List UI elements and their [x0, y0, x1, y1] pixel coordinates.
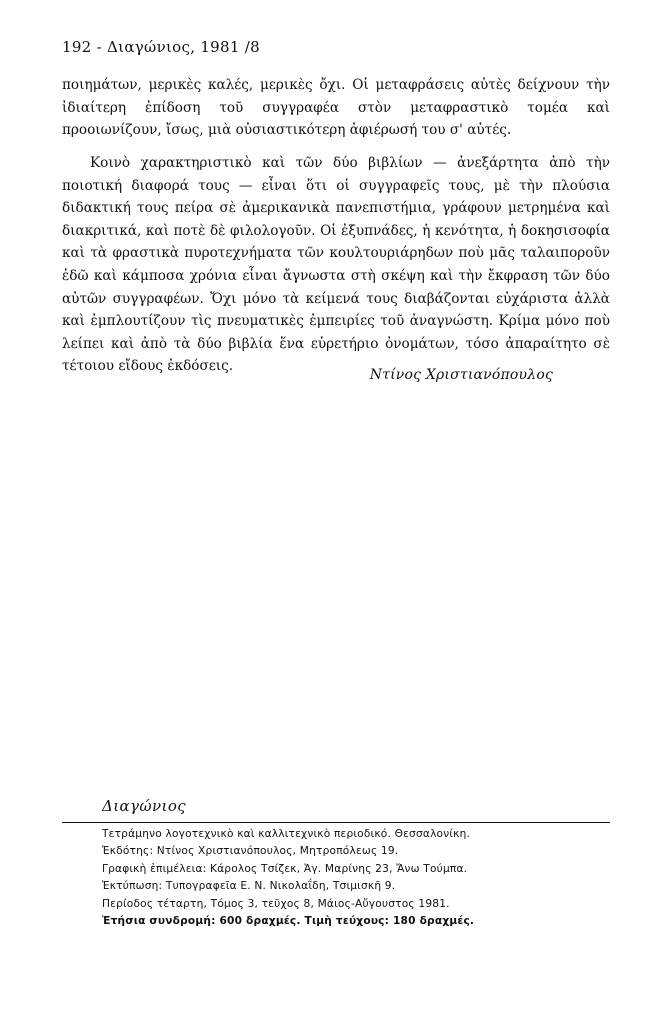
colophon	[102, 826, 582, 930]
paragraph-continuation: ποιημάτων, μερικὲς καλές, μερικὲς ὄχι. Οἱ μεταφράσεις αὐτὲς δείχνουν τὴν ἰδιαίτερη ἐπίδοση τοῦ συγγραφέα στὸν μεταφραστικὸ τομέα καὶ προοιωνίζουν, ἴσως, μιὰ οὐσιαστικότερη ἀφιέρωσή του σ' αὐτές.	[62, 77, 610, 139]
colophon-line-printing: Ἐκτύπωση: Τυπογραφεῖα Ε. Ν. Νικολαΐδη, Τσιμισκῆ 9.	[102, 880, 396, 893]
colophon-line-issue: Περίοδος τέταρτη, Τόμος 3, τεῦχος 8, Μάιος-Αὔγουστος 1981.	[102, 897, 450, 910]
paragraph-main: Κοινὸ χαρακτηριστικὸ καὶ τῶν δύο βιβλίων — ἀνεξάρτητα ἀπὸ τὴν ποιοτική διαφορά τους — εἶναι ὅτι οἱ συγγραφεῖς τους, μὲ τὴν πλούσια διδακτική τους πείρα σὲ ἀμερικανικὰ πανεπιστήμια, γράφουν μετρημένα καὶ διακριτικά, καὶ ποτὲ δὲ φιλολογοῦν. Οἱ ἐξυπνάδες, ἡ κενότητα, ἡ δοκησισοφία καὶ τὰ φραστικὰ πυροτεχνήματα τῶν κουλτουριάρηδων ποὺ μᾶς ταλαιποροῦν ἐδῶ καὶ κάμποσα χρόνια εἶναι ἄγνωστα στὴ σκέψη καὶ τὴν ἔκφραση τῶν δύο αὐτῶν συγγραφέων. Ὄχι μόνο τὰ κείμενά τους διαβάζονται εὐχάριστα ἀλλὰ καὶ ἐμπλουτίζουν τὶς πνευματικὲς ἐμπειρίες τοῦ ἀναγνώστη. Κρίμα μόνο ποὺ λείπει καὶ ἀπὸ τὰ δύο βιβλία ἕνα εὑρετήριο ὀνομάτων, τόσο ἀπαραίτητο σὲ τέτοιου εἴδους ἐκδόσεις.	[62, 155, 610, 375]
colophon-line-publisher: Ἐκδότης: Ντίνος Χριστιανόπουλος, Μητροπόλεως 19.	[102, 845, 399, 858]
running-head: 192 - Διαγώνιος, 1981 /8	[62, 38, 260, 56]
colophon-line-design: Γραφικὴ ἐπιμέλεια: Κάρολος Τσίζεκ, Ἁγ. Μαρίνης 23, Ἄνω Τούμπα.	[102, 862, 468, 875]
colophon-line-description: Τετράμηνο λογοτεχνικὸ καὶ καλλιτεχνικὸ περιοδικό. Θεσσαλονίκη.	[102, 828, 471, 840]
author-signature: Ντίνος Χριστιανόπουλος	[369, 367, 553, 383]
masthead-title: Διαγώνιος	[102, 797, 187, 815]
colophon-line-subscription: Ἐτήσια συνδρομή: 600 δραχμές. Τιμὴ τεύχους: 180 δραχμές.	[102, 915, 475, 928]
masthead-rule	[62, 822, 610, 823]
